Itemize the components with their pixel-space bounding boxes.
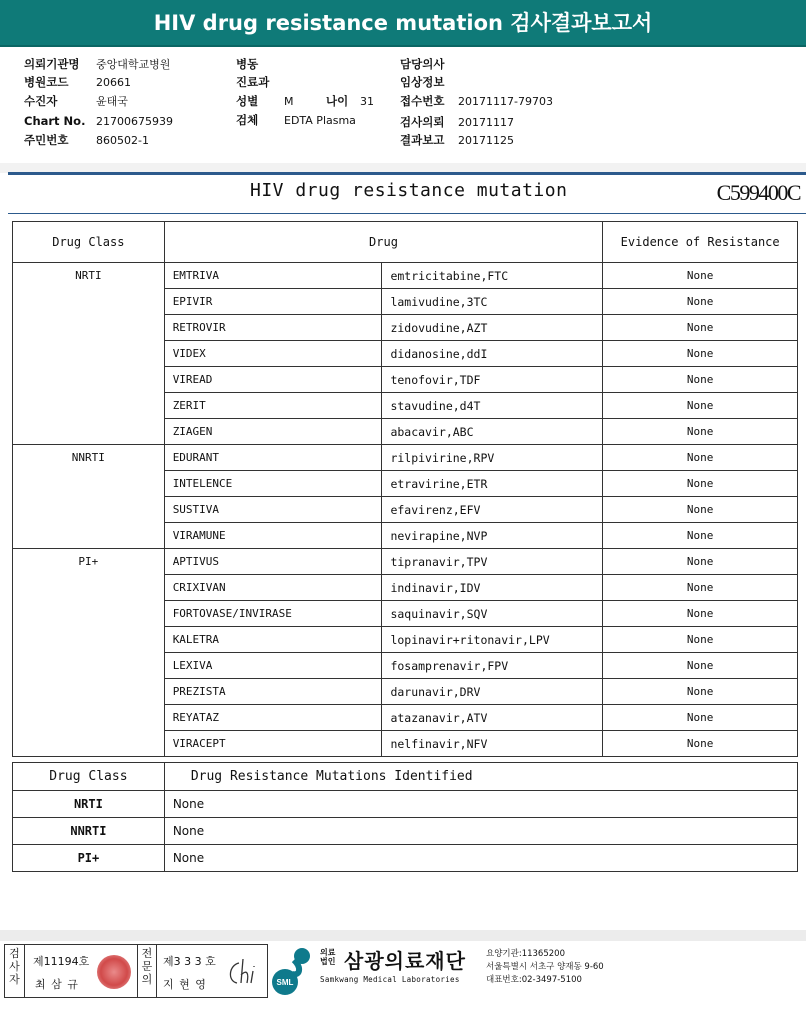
generic-name-cell: tipranavir,TPV — [382, 549, 603, 575]
generic-name-cell: abacavir,ABC — [382, 419, 603, 445]
specialist-license: 제3 3 3 호 — [163, 955, 216, 968]
col-evidence: Evidence of Resistance — [603, 222, 798, 263]
mutation-class-cell: NRTI — [13, 791, 165, 818]
brand-name-cell: ZERIT — [164, 393, 382, 419]
mutations-header-row — [13, 763, 798, 791]
generic-name-cell: lopinavir+ritonavir,LPV — [382, 627, 603, 653]
specialist-name: 지 현 영 — [163, 978, 207, 991]
org-type: 의료 법인 — [320, 948, 336, 966]
sml-logo — [272, 946, 318, 1000]
brand-name-cell: FORTOVASE/INVIRASE — [164, 601, 382, 627]
doctor-label: 담당의사 — [400, 57, 445, 71]
signature-box — [4, 944, 268, 998]
mut-col-mutations: Drug Resistance Mutations Identified — [164, 763, 797, 791]
generic-name-cell: nelfinavir,NFV — [382, 731, 603, 757]
table-row — [13, 263, 798, 289]
age-value: 31 — [360, 95, 374, 108]
mutations-table-body — [13, 791, 798, 872]
brand-name-cell: EMTRIVA — [164, 263, 382, 289]
brand-name-cell: SUSTIVA — [164, 497, 382, 523]
specimen-label: 검체 — [236, 113, 259, 127]
accession-label: 접수번호 — [400, 94, 445, 108]
clinical-info-label: 임상정보 — [400, 75, 445, 89]
generic-name-cell: etravirine,ETR — [382, 471, 603, 497]
brand-name-cell: EDURANT — [164, 445, 382, 471]
report-top-rule — [8, 172, 806, 175]
signature-mark — [223, 955, 263, 989]
hospital-label: 의뢰기관명 — [24, 57, 80, 71]
evidence-cell: None — [603, 705, 798, 731]
accession-value: 20171117-79703 — [458, 95, 553, 108]
sml-logo-icon — [272, 946, 318, 996]
requested-date-label: 검사의뢰 — [400, 115, 445, 129]
generic-name-cell: emtricitabine,FTC — [382, 263, 603, 289]
mutation-value-cell: None — [164, 791, 797, 818]
generic-name-cell: tenofovir,TDF — [382, 367, 603, 393]
brand-name-cell: REYATAZ — [164, 705, 382, 731]
evidence-cell: None — [603, 315, 798, 341]
drug-class-cell: PI+ — [13, 549, 165, 757]
evidence-cell: None — [603, 601, 798, 627]
mutation-value-cell: None — [164, 818, 797, 845]
hospital-code-label: 병원코드 — [24, 75, 69, 89]
sex-value: M — [284, 95, 294, 108]
drug-class-cell: NNRTI — [13, 445, 165, 549]
evidence-cell: None — [603, 679, 798, 705]
brand-name-cell: KALETRA — [164, 627, 382, 653]
hospital-code-value: 20661 — [96, 76, 131, 89]
department-label: 진료과 — [236, 75, 270, 89]
page-title: HIV drug resistance mutation 검사결과보고서 — [153, 11, 653, 35]
brand-name-cell: VIDEX — [164, 341, 382, 367]
generic-name-cell: rilpivirine,RPV — [382, 445, 603, 471]
official-seal — [97, 955, 131, 989]
table-row — [13, 818, 798, 845]
specimen-value: EDTA Plasma — [284, 114, 356, 127]
brand-name-cell: APTIVUS — [164, 549, 382, 575]
evidence-cell: None — [603, 497, 798, 523]
chart-number-value: 21700675939 — [96, 115, 173, 128]
evidence-cell: None — [603, 471, 798, 497]
col-drug-class: Drug Class — [13, 222, 165, 263]
brand-name-cell: EPIVIR — [164, 289, 382, 315]
evidence-cell: None — [603, 263, 798, 289]
resident-number-value: 860502-1 — [96, 134, 149, 147]
brand-name-cell: CRIXIVAN — [164, 575, 382, 601]
evidence-cell: None — [603, 367, 798, 393]
mutation-class-cell: NNRTI — [13, 818, 165, 845]
mutation-value-cell: None — [164, 845, 797, 872]
table-row — [13, 549, 798, 575]
org-phone: 대표번호:02-3497-5100 — [486, 975, 582, 985]
report-bottom-rule — [8, 213, 806, 214]
generic-name-cell: fosamprenavir,FPV — [382, 653, 603, 679]
org-name: 삼광의료재단 — [344, 949, 466, 973]
generic-name-cell: saquinavir,SQV — [382, 601, 603, 627]
report-title-bar — [0, 0, 806, 47]
evidence-cell: None — [603, 445, 798, 471]
generic-name-cell: atazanavir,ATV — [382, 705, 603, 731]
age-label: 나이 — [326, 94, 349, 108]
resident-number-label: 주민번호 — [24, 133, 69, 147]
table-header-row — [13, 222, 798, 263]
mutation-class-cell: PI+ — [13, 845, 165, 872]
evidence-cell: None — [603, 341, 798, 367]
inspector-name: 최 삼 규 — [35, 978, 79, 991]
reported-date-label: 결과보고 — [400, 133, 445, 147]
generic-name-cell: nevirapine,NVP — [382, 523, 603, 549]
report-title: HIV drug resistance mutation — [250, 180, 568, 201]
generic-name-cell: darunavir,DRV — [382, 679, 603, 705]
mut-col-drug-class: Drug Class — [13, 763, 165, 791]
requested-date-value: 20171117 — [458, 116, 514, 129]
evidence-cell: None — [603, 653, 798, 679]
specialist-vertical-label: 전문의 — [137, 945, 157, 997]
generic-name-cell: indinavir,IDV — [382, 575, 603, 601]
generic-name-cell: lamivudine,3TC — [382, 289, 603, 315]
footer-divider — [0, 930, 806, 941]
drug-table-body — [13, 263, 798, 757]
sml-logo-text: SML — [276, 978, 294, 987]
brand-name-cell: LEXIVA — [164, 653, 382, 679]
evidence-cell: None — [603, 393, 798, 419]
inspector-license: 제11194호 — [33, 955, 90, 968]
hospital-value: 중앙대학교병원 — [96, 58, 171, 71]
sex-label: 성별 — [236, 94, 259, 108]
evidence-cell: None — [603, 549, 798, 575]
drug-resistance-table — [12, 221, 798, 757]
org-code: 요양기관:11365200 — [486, 949, 565, 959]
brand-name-cell: PREZISTA — [164, 679, 382, 705]
generic-name-cell: didanosine,ddI — [382, 341, 603, 367]
evidence-cell: None — [603, 419, 798, 445]
col-drug: Drug — [164, 222, 603, 263]
chart-number-label: Chart No. — [24, 114, 86, 128]
brand-name-cell: INTELENCE — [164, 471, 382, 497]
report-code: C599400C — [716, 180, 800, 205]
org-english-name: Samkwang Medical Laboratories — [320, 975, 460, 984]
ward-label: 병동 — [236, 57, 259, 71]
evidence-cell: None — [603, 523, 798, 549]
brand-name-cell: ZIAGEN — [164, 419, 382, 445]
drug-class-cell: NRTI — [13, 263, 165, 445]
table-row — [13, 445, 798, 471]
brand-name-cell: VIRACEPT — [164, 731, 382, 757]
patient-label: 수진자 — [24, 94, 58, 108]
evidence-cell: None — [603, 289, 798, 315]
brand-name-cell: RETROVIR — [164, 315, 382, 341]
table-row — [13, 791, 798, 818]
inspector-vertical-label: 검사자 — [5, 945, 25, 997]
table-row — [13, 845, 798, 872]
org-address: 서울특별시 서초구 양재동 9-60 — [486, 962, 604, 972]
generic-name-cell: efavirenz,EFV — [382, 497, 603, 523]
brand-name-cell: VIRAMUNE — [164, 523, 382, 549]
reported-date-value: 20171125 — [458, 134, 514, 147]
brand-name-cell: VIREAD — [164, 367, 382, 393]
generic-name-cell: zidovudine,AZT — [382, 315, 603, 341]
org-contact — [486, 948, 604, 987]
generic-name-cell: stavudine,d4T — [382, 393, 603, 419]
mutations-table — [12, 762, 798, 872]
evidence-cell: None — [603, 627, 798, 653]
evidence-cell: None — [603, 731, 798, 757]
patient-value: 윤태국 — [96, 95, 128, 108]
evidence-cell: None — [603, 575, 798, 601]
